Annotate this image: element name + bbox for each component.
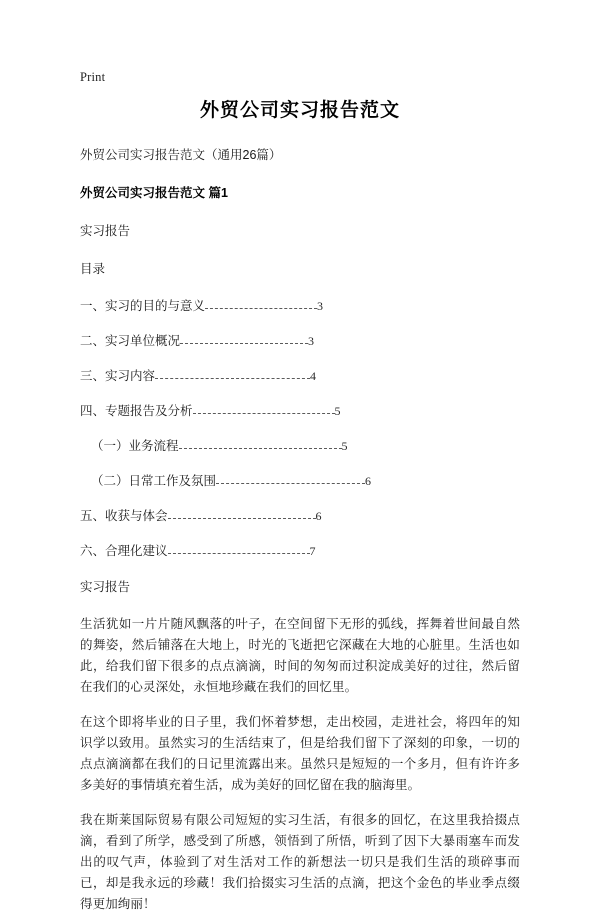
- body-paragraph: 在这个即将毕业的日子里，我们怀着梦想，走出校园，走进社会，将四年的知识学以致用。虽然实习的生活结束了，但是给我们留下了深刻的印象，一切的点点滴滴都在我们的日记里流露出来。虽然只是短短的一个多月，但有许许多多美好的事情填充着生活，成为美好的回忆留在我的脑海里。: [80, 715, 520, 792]
- toc-entry-label: （一）业务流程: [91, 439, 179, 453]
- toc-entry[interactable]: [80, 541, 520, 561]
- toc-entry-page-number: 4: [310, 369, 317, 383]
- report-label-2: 实习报告: [80, 580, 131, 594]
- toc-entry[interactable]: [80, 296, 520, 316]
- page-title: 外贸公司实习报告范文: [199, 100, 400, 121]
- print-button[interactable]: Print: [80, 70, 106, 84]
- toc-entry-page-number: 5: [341, 439, 348, 453]
- toc-entry-page-number: 3: [308, 334, 315, 348]
- toc-entry-label: （二）日常工作及氛围: [91, 474, 217, 488]
- toc-dot-leader: [179, 448, 342, 450]
- toc-entry[interactable]: [80, 436, 520, 456]
- toc-entry-page-number: 6: [315, 509, 322, 523]
- report-label: 实习报告: [80, 224, 131, 238]
- toc-entry[interactable]: [80, 506, 520, 526]
- toc-dot-leader: [216, 483, 365, 485]
- toc-entry-label: 二、实习单位概况: [80, 334, 181, 348]
- toc-dot-leader: [155, 378, 310, 380]
- toc-entry[interactable]: [80, 401, 520, 421]
- toc-entry[interactable]: [80, 471, 520, 491]
- toc-dot-leader: [168, 553, 310, 555]
- toc-dot-leader: [205, 308, 317, 310]
- toc-entry-label: 三、实习内容: [80, 369, 156, 383]
- toc-entry-label: 四、专题报告及分析: [80, 404, 193, 418]
- document-body: [80, 96, 520, 915]
- table-of-contents: [80, 296, 520, 561]
- toc-entry-page-number: 5: [334, 404, 341, 418]
- toc-dot-leader: [180, 343, 308, 345]
- body-paragraph: 我在斯莱国际贸易有限公司短短的实习生活，有很多的回忆，在这里我拾掇点滴，看到了所学，感受到了所感，领悟到了所悟，听到了因下大暴雨塞车而发出的叹气声，体验到了对生活对工作的新想法一切只是我们生活的琐碎事而已，却是我永远的珍藏！我们拾掇实习生活的点滴，把这个金色的毕业季点缀得更加绚丽！: [80, 813, 520, 911]
- toc-entry-page-number: 3: [317, 299, 324, 313]
- contents-label: 目录: [80, 262, 106, 276]
- document-subtitle: 外贸公司实习报告范文（通用26篇）: [80, 148, 282, 162]
- toc-dot-leader: [193, 413, 335, 415]
- section-heading: 外贸公司实习报告范文 篇1: [80, 186, 228, 200]
- toc-entry-label: 六、合理化建议: [80, 544, 168, 558]
- toc-entry-page-number: 6: [365, 474, 372, 488]
- toc-entry[interactable]: [80, 331, 520, 351]
- toc-entry-label: 五、收获与体会: [80, 509, 168, 523]
- body-paragraph: 生活犹如一片片随风飘落的叶子，在空间留下无形的弧线，挥舞着世间最自然的舞姿，然后铺落在大地上，时光的飞逝把它深藏在大地的心脏里。生活也如此，给我们留下很多的点点滴滴，时间的匆匆而过积淀成美好的过往，然后留在我们的心灵深处，永恒地珍藏在我们的回忆里。: [80, 617, 520, 694]
- toc-entry[interactable]: [80, 366, 520, 386]
- toc-dot-leader: [168, 518, 316, 520]
- toc-entry-label: 一、实习的目的与意义: [80, 299, 206, 313]
- toc-entry-page-number: 7: [309, 544, 316, 558]
- body-paragraphs: [80, 614, 520, 915]
